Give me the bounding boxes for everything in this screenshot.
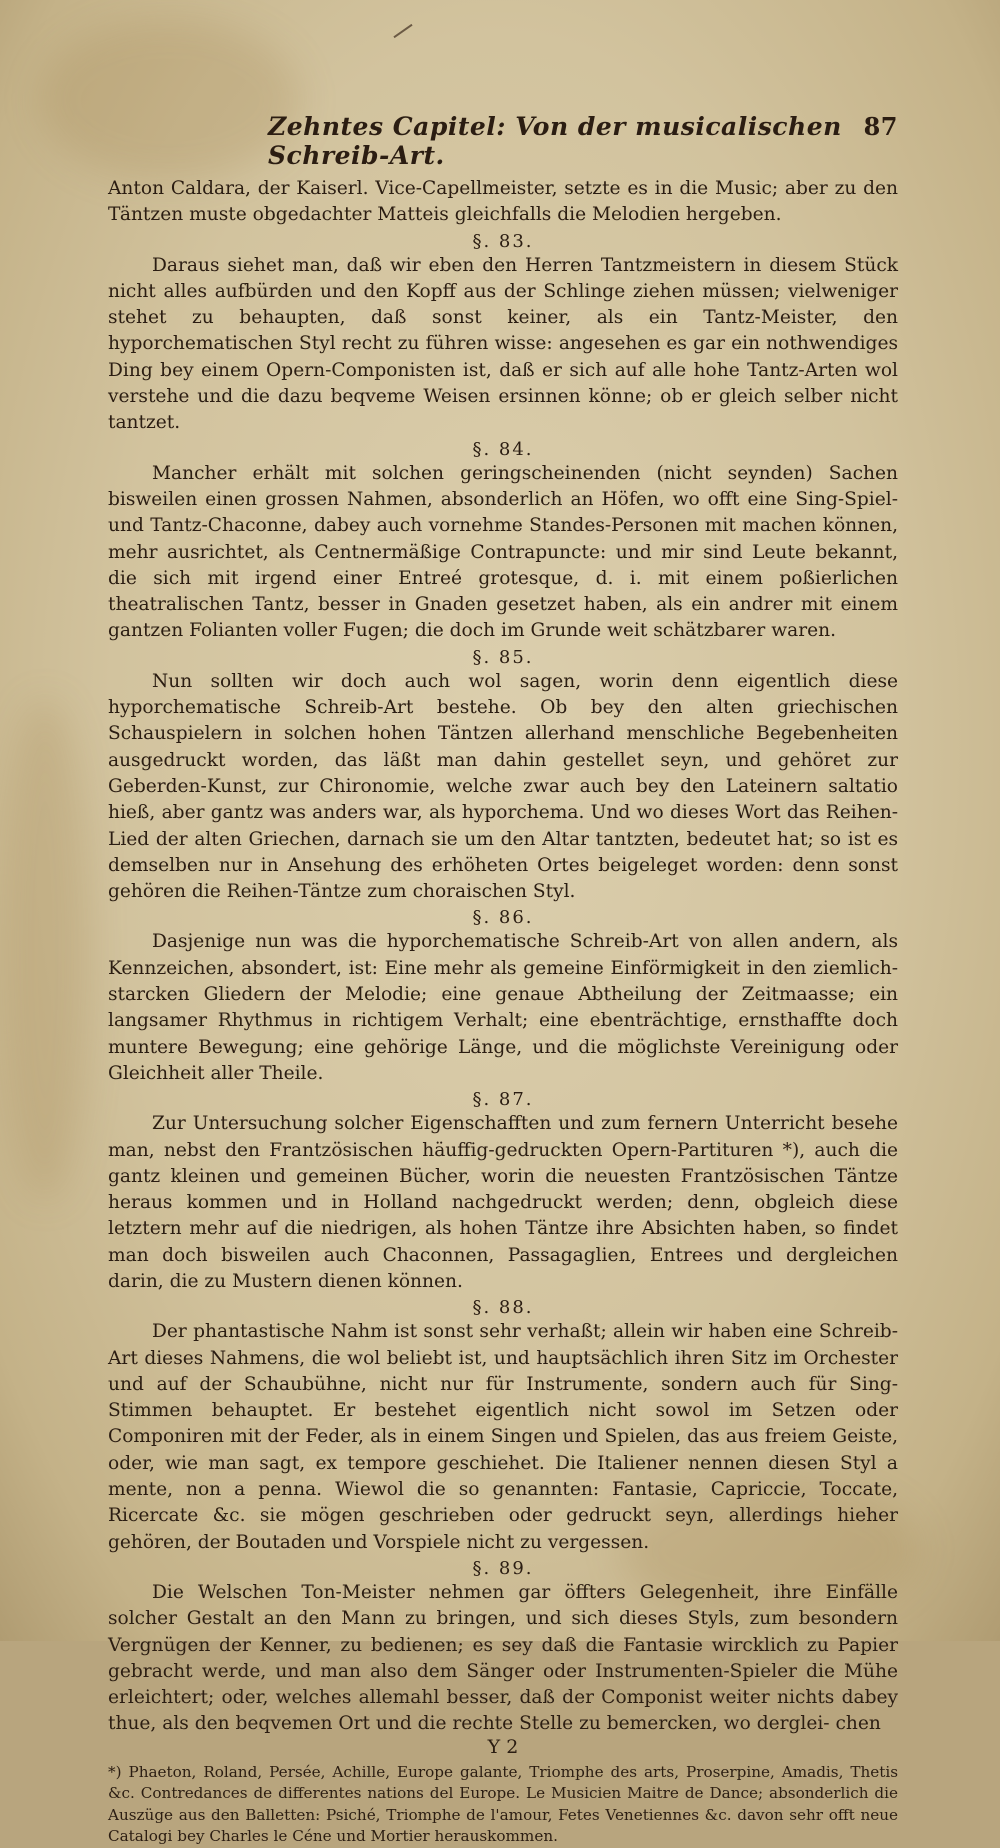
paragraph: Nun sollten wir doch auch wol sagen, worin denn eigentlich diese hyporchematische Schreib-Art bestehe. Ob bey den alten griechischen Schauspielern in solchen hohen Täntzen allerhand menschliche Begebenheiten ausgedruckt worden, das läßt man dahin gestellet seyn, und gehöret zur Geberden-Kunst, zur Chironomie, welche zwar auch bey den Lateinern saltatio hieß, aber gantz was anders war, als hyporchema. Und wo dieses Wort das Reihen-Lied der alten Griechen, darnach sie um den Altar tantzten, bedeutet hat; so ist es demselben nur in Ansehung des erhöheten Ortes beigeleget worden: denn sonst gehören die Reihen-Täntze zum choraischen Styl. — [108, 670, 898, 903]
chapter-title: Zehntes Capitel: Von der musicalischen Schreib-Art. — [268, 112, 842, 170]
text-block — [108, 112, 898, 1848]
section-number: §. 89. — [472, 1557, 534, 1579]
body-text — [108, 176, 898, 1848]
ink-mark — [393, 24, 412, 38]
paper-stain — [0, 700, 90, 1200]
section-number: §. 86. — [472, 907, 534, 929]
section-number: §. 88. — [472, 1297, 534, 1319]
paragraph: Zur Untersuchung solcher Eigenschafften und zum fernern Unterricht besehe man, nebst den Frantzösischen häuffig-gedruckten Opern-Partituren *), auch die gantz kleinen und gemeinen Bücher, worin die neuesten Frantzösischen Täntze heraus kommen und in Holland nachgedruckt werden; denn, obgleich diese letztern mehr auf die niedrigen, als hohen Täntze ihre Absichten haben, so findet man doch bisweilen auch Chaconnen, Passagaglien, Entrees und dergleichen darin, die zu Mustern dienen können. — [108, 1113, 898, 1292]
paragraph: Die Welschen Ton-Meister nehmen gar öffters Gelegenheit, ihre Einfälle solcher Gestalt an den Mann zu bringen, und sich dieses Styls, zum besondern Vergnügen der Kenner, zu bedienen; es sey daß die Fantasie wircklich zu Papier gebracht werde, und man also dem Sänger oder Instrumenten-Spieler die Mühe erleichtert; oder, welches allemahl besser, daß der Componist weiter nichts dabey thue, als den beqvemen Ort und die rechte Stelle zu bemercken, wo derglei- chen — [108, 1581, 898, 1735]
section-number: §. 87. — [472, 1089, 534, 1111]
signature-mark: Y 2 — [487, 1735, 519, 1758]
section-number: §. 84. — [472, 438, 534, 460]
paragraph: Anton Caldara, der Kaiserl. Vice-Capellmeister, setzte es in die Music; aber zu den Täntzen muste obgedachter Matteis gleichfalls die Melodien hergeben. — [108, 178, 898, 226]
footnote: *) Phaeton, Roland, Persée, Achille, Europe galante, Triomphe des arts, Proserpine, Amadis, Thetis &c. Contredances de differentes nations del Europe. Le Musicien Maitre de Dance; absonderlich die Auszüge aus den Balletten: Psiché, Triomphe de l'amour, Fetes Venetiennes &c. davon sehr offt neue Catalogi bey Charles le Céne und Mortier herauskommen. — [108, 1762, 898, 1846]
paragraph: Dasjenige nun was die hyporchematische Schreib-Art von allen andern, als Kennzeichen, absondert, ist: Eine mehr als gemeine Einförmigkeit in den ziemlich-starcken Gliedern der Melodie; eine genaue Abtheilung der Zeitmaasse; ein langsamer Rhythmus in richtigem Verhalt; eine ebenträchtige, ernsthaffte doch muntere Bewegung; eine gehörige Länge, und die möglichste Vereinigung oder Gleichheit aller Theile. — [108, 931, 898, 1084]
running-header — [108, 112, 898, 170]
page-number: 87 — [863, 112, 898, 141]
paragraph: Daraus siehet man, daß wir eben den Herren Tantzmeistern in diesem Stück nicht alles aufbürden und den Kopff aus der Schlinge ziehen müssen; vielweniger stehet zu behaupten, daß sonst keiner, als ein Tantz-Meister, den hyporchematischen Styl recht zu führen wisse: angesehen es gar ein nothwendiges Ding bey einem Opern-Componisten ist, daß er sich auf alle hohe Tantz-Arten wol verstehe und die dazu beqveme Weisen ersinnen könne; ob er gleich selber nicht tantzet. — [108, 254, 898, 434]
paragraph: Der phantastische Nahm ist sonst sehr verhaßt; allein wir haben eine Schreib-Art dieses Nahmens, die wol beliebt ist, und hauptsächlich ihren Sitz im Orchester und auf der Schaubühne, nicht nur für Instrumente, sondern auch für Sing-Stimmen behauptet. Er bestehet eigentlich nicht sowol im Setzen oder Componiren mit der Feder, als in einem Singen und Spielen, das aus freiem Geiste, oder, wie man sagt, ex tempore geschiehet. Die Italiener nennen diesen Styl a mente, non a penna. Wiewol die so genannten: Fantasie, Capriccie, Toccate, Ricercate &c. sie mögen geschrieben oder gedruckt seyn, allerdings hieher gehören, der Boutaden und Vorspiele nicht zu vergessen. — [108, 1321, 898, 1553]
section-number: §. 83. — [472, 230, 534, 252]
section-number: §. 85. — [472, 646, 534, 668]
paragraph: Mancher erhält mit solchen geringscheinenden (nicht seynden) Sachen bisweilen einen grossen Nahmen, absonderlich an Höfen, wo offt eine Sing-Spiel- und Tantz-Chaconne, dabey auch vornehme Standes-Personen mit machen können, mehr ausrichtet, als Centnermäßige Contrapuncte: und mir sind Leute bekannt, die sich mit irgend einer Entreé grotesque, d. i. mit einem poßierlichen theatralischen Tantz, besser in Gnaden gesetzet haben, als ein andrer mit einem gantzen Folianten voller Fugen; die doch im Grunde weit schätzbarer waren. — [108, 462, 898, 642]
